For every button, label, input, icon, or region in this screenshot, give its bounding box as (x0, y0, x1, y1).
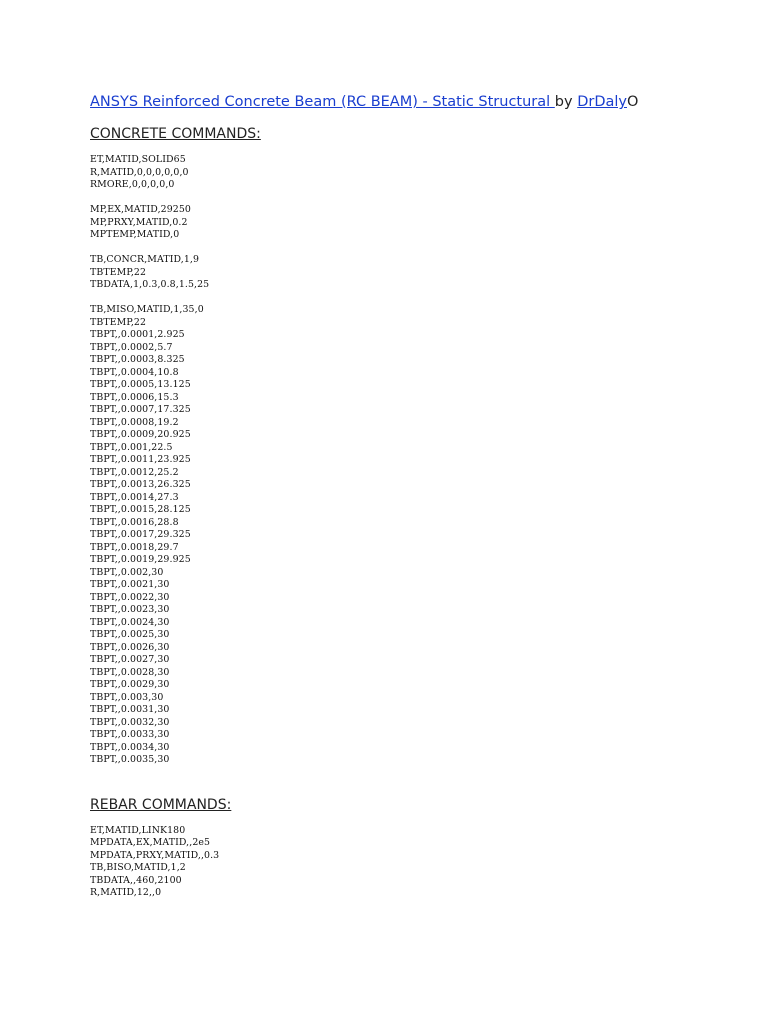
command-line: R,MATID,0,0,0,0,0,0 (90, 166, 189, 178)
command-line: TB,CONCR,MATID,1,9 (90, 254, 200, 265)
command-line: TBPT,,0.0017,29.325 (90, 529, 191, 540)
command-line: R,MATID,12,,0 (90, 887, 162, 898)
command-line: TBPT,,0.0021,30 (90, 579, 170, 590)
command-group (90, 825, 750, 900)
command-line: TBDATA,,460,2100 (90, 874, 182, 886)
command-line: TBTEMP,22 (90, 266, 147, 278)
command-line: TBPT,,0.0033,30 (90, 729, 170, 740)
command-line: TBDATA,1,0.3,0.8,1.5,25 (90, 279, 210, 290)
command-line: TBPT,,0.0031,30 (90, 704, 170, 715)
command-line: TBPT,,0.0023,30 (90, 604, 170, 615)
command-line: TBPT,,0.0004,10.8 (90, 366, 179, 378)
command-line: TBPT,,0.0002,5.7 (90, 341, 173, 353)
command-line: TB,MISO,MATID,1,35,0 (90, 304, 204, 315)
command-line: TBPT,,0.0001,2.925 (90, 329, 185, 340)
command-line: TBPT,,0.0029,30 (90, 679, 170, 690)
command-line: TBPT,,0.0016,28.8 (90, 516, 179, 528)
concrete-heading: CONCRETE COMMANDS: (90, 126, 261, 142)
command-group (90, 154, 750, 192)
command-line: MP,PRXY,MATID,0.2 (90, 216, 188, 228)
command-line: TBPT,,0.0005,13.125 (90, 379, 191, 390)
command-group (90, 204, 750, 242)
title-trailing: O (627, 94, 639, 110)
command-line: TBPT,,0.0013,26.325 (90, 479, 191, 490)
author-link[interactable]: DrDaly (577, 94, 627, 110)
command-line: MP,EX,MATID,29250 (90, 204, 191, 215)
command-group (90, 304, 750, 767)
command-line: RMORE,0,0,0,0,0 (90, 179, 175, 190)
command-line: MPTEMP,MATID,0 (90, 229, 180, 240)
command-line: TBPT,,0.0009,20.925 (90, 429, 191, 440)
command-line: TBPT,,0.002,30 (90, 566, 164, 578)
document-page (90, 92, 750, 900)
command-line: TBTEMP,22 (90, 316, 147, 328)
command-line: TBPT,,0.0014,27.3 (90, 491, 179, 503)
command-line: TBPT,,0.0018,29.7 (90, 541, 179, 553)
command-line: TBPT,,0.0007,17.325 (90, 404, 191, 415)
command-line: TBPT,,0.0022,30 (90, 591, 170, 603)
command-line: TBPT,,0.0027,30 (90, 654, 170, 665)
command-line: TBPT,,0.0028,30 (90, 666, 170, 678)
command-line: TBPT,,0.003,30 (90, 691, 164, 703)
rebar-code-block (90, 825, 750, 900)
by-text: by (554, 94, 578, 110)
command-line: TBPT,,0.0008,19.2 (90, 416, 179, 428)
command-line: TBPT,,0.0003,8.325 (90, 354, 185, 365)
command-line: TB,BISO,MATID,1,2 (90, 862, 186, 873)
command-line: TBPT,,0.0019,29.925 (90, 554, 191, 565)
command-line: TBPT,,0.0035,30 (90, 754, 170, 765)
concrete-code-block (90, 154, 750, 767)
rebar-heading: REBAR COMMANDS: (90, 796, 232, 813)
command-line: TBPT,,0.0024,30 (90, 616, 170, 628)
command-line: TBPT,,0.0012,25.2 (90, 466, 179, 478)
command-line: TBPT,,0.001,22.5 (90, 441, 173, 453)
command-line: MPDATA,PRXY,MATID,,0.3 (90, 849, 220, 861)
command-group (90, 254, 750, 292)
command-line: TBPT,,0.0011,23.925 (90, 454, 191, 465)
command-line: TBPT,,0.0026,30 (90, 641, 170, 653)
command-line: TBPT,,0.0032,30 (90, 716, 170, 728)
command-line: ET,MATID,SOLID65 (90, 154, 186, 165)
title-link[interactable]: ANSYS Reinforced Concrete Beam (RC BEAM) - Static Structural (90, 94, 555, 110)
command-line: ET,MATID,LINK180 (90, 824, 186, 836)
title-line (90, 92, 750, 112)
command-line: TBPT,,0.0034,30 (90, 741, 170, 753)
command-line: MPDATA,EX,MATID,,2e5 (90, 837, 211, 848)
command-line: TBPT,,0.0025,30 (90, 629, 170, 640)
command-line: TBPT,,0.0006,15.3 (90, 391, 179, 403)
command-line: TBPT,,0.0015,28.125 (90, 504, 191, 515)
